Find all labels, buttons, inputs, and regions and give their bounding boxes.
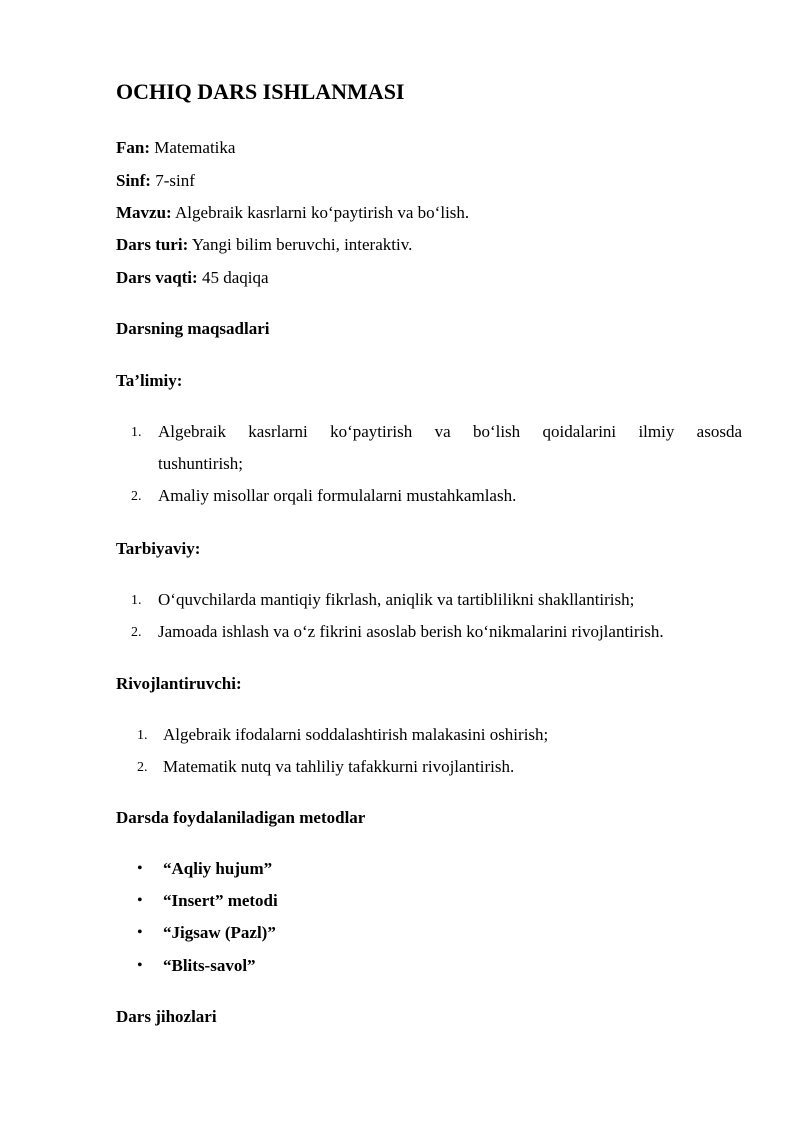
info-value: Algebraik kasrlarni ko‘paytirish va bo‘lish. (171, 203, 470, 222)
methods-heading: Darsda foydalaniladigan metodlar (116, 808, 366, 827)
list-item-text: O‘quvchilarda mantiqiy fikrlash, aniqlik va tartiblilikni shakllantirish; (158, 590, 635, 609)
method-item: “Blits-savol” (163, 956, 256, 975)
tarbiyaviy-heading: Tarbiyaviy: (116, 539, 201, 558)
method-item: “Aqliy hujum” (163, 859, 273, 878)
list-number: 2. (131, 489, 142, 504)
bullet-icon: • (137, 892, 143, 909)
list-number: 1. (131, 425, 142, 440)
info-value: 7-sinf (150, 171, 195, 190)
bullet-icon: • (137, 957, 143, 974)
info-label: Sinf: (116, 171, 151, 190)
list-item-text: Jamoada ishlash va o‘z fikrini asoslab berish ko‘nikmalarini rivojlantirish. (158, 622, 664, 641)
info-label: Fan: (116, 138, 150, 157)
info-sinf (116, 170, 195, 192)
info-value: Matematika (150, 138, 236, 157)
list-item-text: Matematik nutq va tahliliy tafakkurni rivojlantirish. (163, 757, 515, 776)
list-item-text: Algebraik ifodalarni soddalashtirish malakasini oshirish; (163, 725, 549, 744)
equipment-heading: Dars jihozlari (116, 1007, 217, 1026)
bullet-icon: • (137, 924, 143, 941)
list-number: 2. (137, 760, 148, 775)
rivojlantiruvchi-heading: Rivojlantiruvchi: (116, 674, 242, 693)
info-dars-turi (116, 234, 412, 256)
method-item: “Insert” metodi (163, 891, 278, 910)
method-item: “Jigsaw (Pazl)” (163, 923, 276, 942)
info-label: Mavzu: (116, 203, 172, 222)
list-number: 1. (131, 593, 142, 608)
list-item-text: Algebraik kasrlarni ko‘paytirish va bo‘lish qoidalarini ilmiy asosda (158, 422, 742, 441)
list-number: 2. (131, 625, 142, 640)
bullet-icon: • (137, 860, 143, 877)
info-value: Yangi bilim beruvchi, interaktiv. (188, 235, 413, 254)
list-item-text: Amaliy misollar orqali formulalarni mustahkamlash. (158, 486, 517, 505)
page-title: OCHIQ DARS ISHLANMASI (116, 79, 405, 104)
info-label: Dars vaqti: (116, 268, 198, 287)
talimiy-heading: Ta’limiy: (116, 371, 183, 390)
info-dars-vaqti (116, 267, 269, 289)
info-fan (116, 137, 235, 159)
info-mavzu (116, 202, 469, 224)
info-value: 45 daqiqa (197, 268, 269, 287)
list-number: 1. (137, 728, 148, 743)
goals-heading: Darsning maqsadlari (116, 319, 270, 338)
info-label: Dars turi: (116, 235, 189, 254)
list-item-text-continued: tushuntirish; (158, 454, 244, 473)
